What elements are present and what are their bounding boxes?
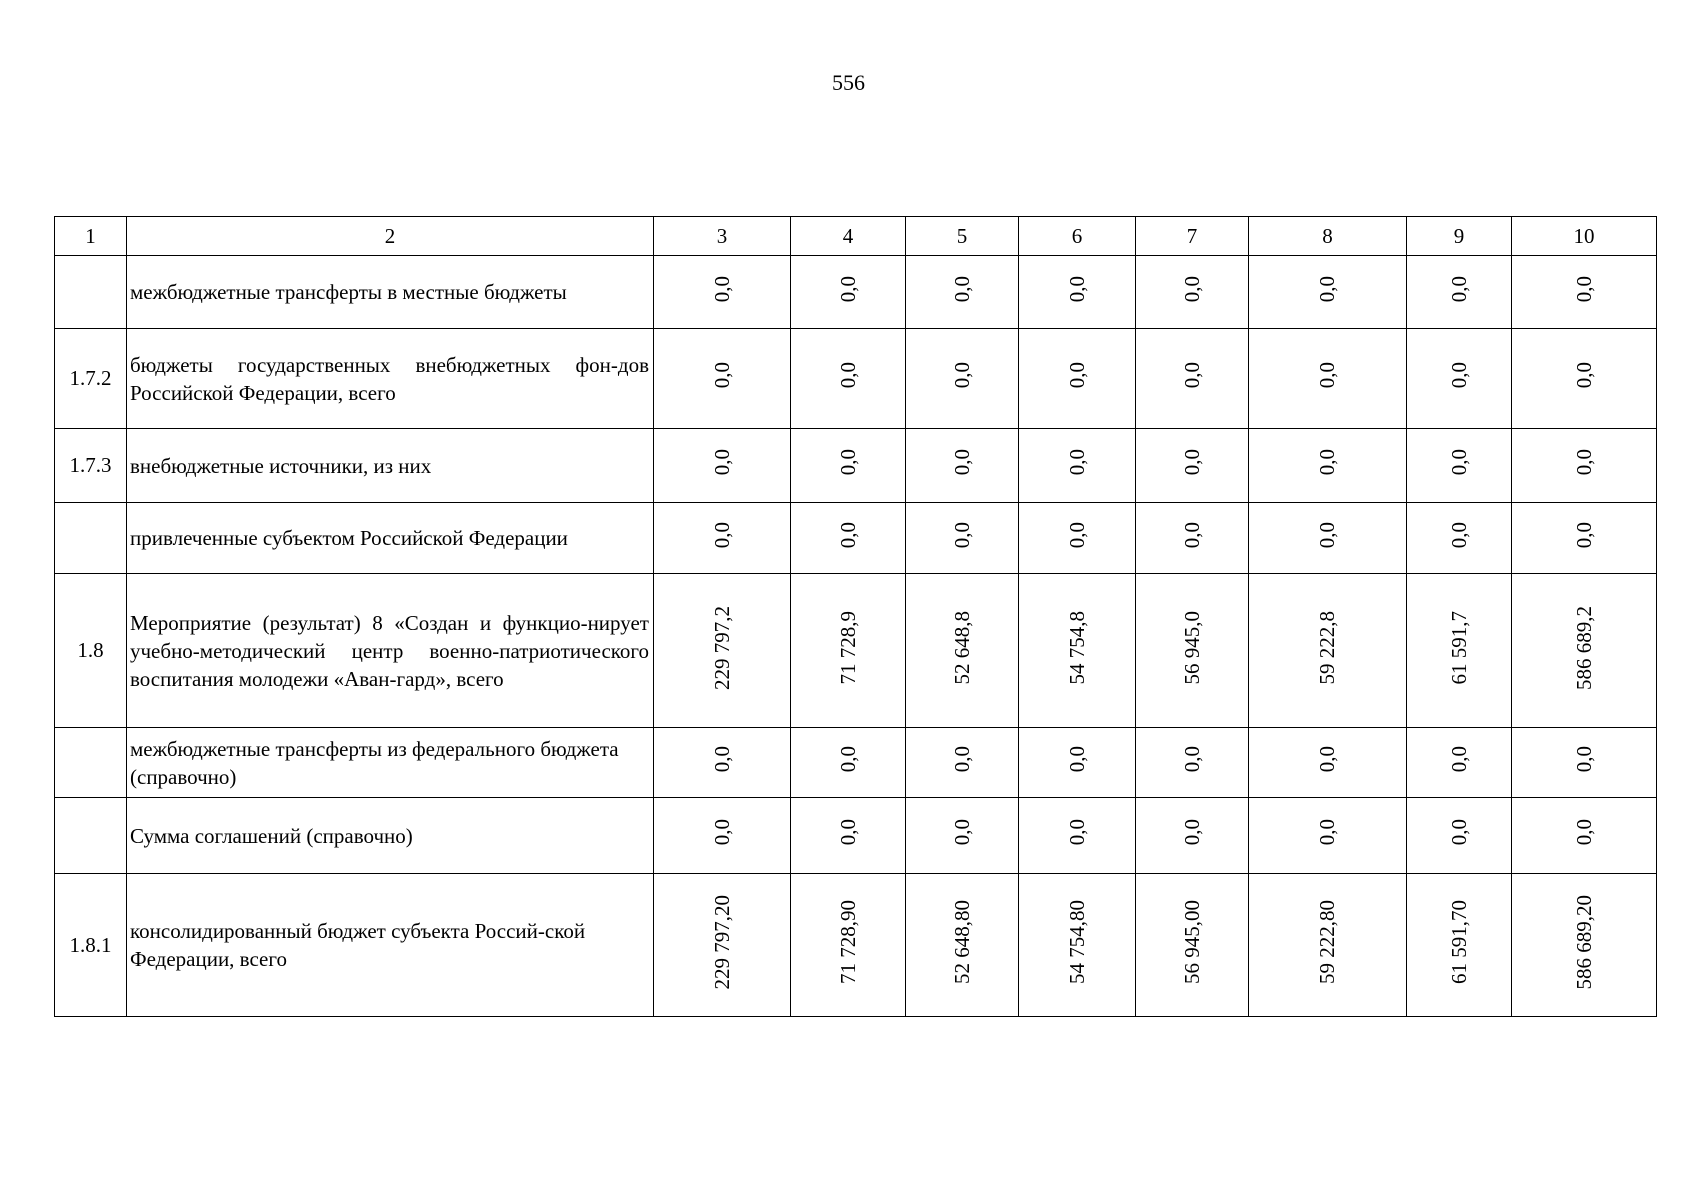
value-cell: [791, 503, 906, 574]
value-text: 0,0: [1571, 362, 1596, 389]
value-text: 0,0: [949, 275, 974, 303]
value-text: 0,0: [1315, 275, 1339, 303]
value-text: 0,0: [1446, 521, 1471, 549]
value-text: 0,0: [709, 746, 734, 773]
value-text: 0,0: [1315, 521, 1339, 549]
value-text: 0,0: [1446, 362, 1471, 389]
value-cell: [1512, 429, 1657, 503]
table-row: [55, 574, 1657, 728]
column-header: 9: [1407, 217, 1512, 256]
value-text: 0,0: [709, 449, 734, 476]
value-cell: [1019, 728, 1136, 798]
value-cell: [791, 728, 906, 798]
table-row: [55, 429, 1657, 503]
value-text: 0,0: [1315, 746, 1339, 773]
table-row: [55, 798, 1657, 874]
value-cell: [1512, 874, 1657, 1017]
value-text: 0,0: [949, 746, 974, 773]
row-number: 1.8.1: [55, 874, 127, 1017]
row-description: Мероприятие (результат) 8 «Создан и функцио-нирует учебно-методический центр военно-патриотического воспитания молодежи «Аван-гард», всего: [127, 574, 654, 728]
value-cell: [1136, 429, 1249, 503]
column-header: 5: [906, 217, 1019, 256]
value-text: 0,0: [835, 449, 860, 476]
table-row: [55, 329, 1657, 429]
value-cell: [906, 798, 1019, 874]
value-text: 0,0: [1571, 521, 1596, 549]
value-text: 0,0: [1064, 362, 1089, 389]
value-cell: [1512, 574, 1657, 728]
column-header: 6: [1019, 217, 1136, 256]
row-number: [55, 256, 127, 329]
value-cell: [791, 429, 906, 503]
value-text: 0,0: [1064, 449, 1089, 476]
row-description: бюджеты государственных внебюджетных фон-дов Российской Федерации, всего: [127, 329, 654, 429]
value-cell: [1249, 798, 1407, 874]
value-text: 0,0: [1315, 362, 1339, 389]
value-cell: [906, 574, 1019, 728]
row-description: привлеченные субъектом Российской Федерации: [127, 503, 654, 574]
value-cell: [906, 429, 1019, 503]
row-description: консолидированный бюджет субъекта Россий-ской Федерации, всего: [127, 874, 654, 1017]
value-text: 0,0: [949, 449, 974, 476]
value-text: 0,0: [1315, 819, 1339, 846]
value-text: 52 648,80: [949, 900, 974, 984]
value-text: 0,0: [1179, 521, 1204, 549]
row-number: [55, 728, 127, 798]
value-cell: [1407, 503, 1512, 574]
value-cell: [1407, 728, 1512, 798]
value-cell: [654, 728, 791, 798]
value-cell: [1249, 874, 1407, 1017]
value-text: 0,0: [1064, 746, 1089, 773]
value-cell: [1136, 798, 1249, 874]
value-text: 0,0: [1571, 819, 1596, 846]
value-cell: [1019, 574, 1136, 728]
row-number: [55, 798, 127, 874]
value-text: 0,0: [709, 819, 734, 846]
row-number: [55, 503, 127, 574]
value-cell: [1249, 728, 1407, 798]
value-text: 59 222,8: [1315, 610, 1339, 685]
value-text: 0,0: [1571, 449, 1596, 476]
value-cell: [1136, 874, 1249, 1017]
value-text: 0,0: [835, 275, 860, 303]
value-text: 0,0: [949, 819, 974, 846]
value-cell: [906, 329, 1019, 429]
value-text: 229 797,20: [709, 894, 734, 990]
column-header: 3: [654, 217, 791, 256]
value-cell: [1249, 256, 1407, 329]
value-text: 0,0: [1571, 746, 1596, 773]
value-cell: [1407, 574, 1512, 728]
value-cell: [1407, 874, 1512, 1017]
value-cell: [654, 874, 791, 1017]
value-cell: [654, 329, 791, 429]
value-cell: [906, 728, 1019, 798]
value-text: 0,0: [949, 362, 974, 389]
column-header: 7: [1136, 217, 1249, 256]
value-text: 0,0: [1179, 746, 1204, 773]
value-text: 0,0: [1179, 362, 1204, 389]
value-text: 0,0: [835, 819, 860, 846]
value-text: 54 754,80: [1064, 900, 1089, 984]
value-cell: [791, 574, 906, 728]
value-cell: [1019, 798, 1136, 874]
value-cell: [791, 329, 906, 429]
row-description: межбюджетные трансферты в местные бюджеты: [127, 256, 654, 329]
value-text: 0,0: [709, 521, 734, 549]
value-cell: [1512, 329, 1657, 429]
column-header: 2: [127, 217, 654, 256]
value-cell: [906, 256, 1019, 329]
value-cell: [654, 798, 791, 874]
value-cell: [1407, 256, 1512, 329]
value-text: 61 591,7: [1446, 610, 1471, 685]
table-row: [55, 256, 1657, 329]
column-header: 8: [1249, 217, 1407, 256]
value-cell: [906, 874, 1019, 1017]
value-text: 56 945,0: [1179, 610, 1204, 685]
value-text: 0,0: [1179, 449, 1204, 476]
value-cell: [1019, 503, 1136, 574]
table-row: [55, 874, 1657, 1017]
value-text: 0,0: [835, 362, 860, 389]
value-cell: [1512, 256, 1657, 329]
value-cell: [1512, 798, 1657, 874]
column-header: 4: [791, 217, 906, 256]
value-text: 0,0: [835, 746, 860, 773]
column-header: 10: [1512, 217, 1657, 256]
value-text: 71 728,9: [835, 610, 860, 685]
column-number-row: [55, 217, 1657, 256]
row-number: 1.7.3: [55, 429, 127, 503]
value-cell: [654, 503, 791, 574]
value-text: 0,0: [709, 362, 734, 389]
value-cell: [791, 256, 906, 329]
value-cell: [654, 429, 791, 503]
value-text: 0,0: [709, 275, 734, 303]
table-row: [55, 728, 1657, 798]
value-text: 71 728,90: [835, 900, 860, 984]
value-cell: [1019, 256, 1136, 329]
value-cell: [654, 256, 791, 329]
value-cell: [1136, 503, 1249, 574]
value-text: 586 689,2: [1571, 605, 1596, 690]
row-description: внебюджетные источники, из них: [127, 429, 654, 503]
value-text: 0,0: [1064, 521, 1089, 549]
value-text: 229 797,2: [709, 605, 734, 690]
value-text: 0,0: [1446, 819, 1471, 846]
value-cell: [1019, 874, 1136, 1017]
value-cell: [1249, 503, 1407, 574]
value-cell: [1407, 798, 1512, 874]
value-text: 0,0: [949, 521, 974, 549]
row-number: 1.7.2: [55, 329, 127, 429]
value-cell: [1136, 256, 1249, 329]
row-description: межбюджетные трансферты из федерального бюджета (справочно): [127, 728, 654, 798]
value-cell: [1019, 329, 1136, 429]
value-cell: [1249, 429, 1407, 503]
value-cell: [1512, 728, 1657, 798]
value-text: 0,0: [1446, 275, 1471, 303]
value-cell: [1512, 503, 1657, 574]
value-text: 0,0: [1064, 819, 1089, 846]
value-text: 0,0: [1315, 449, 1339, 476]
value-cell: [1249, 329, 1407, 429]
value-text: 0,0: [835, 521, 860, 549]
value-text: 54 754,8: [1064, 610, 1089, 685]
page-number: 556: [832, 70, 865, 95]
value-cell: [791, 798, 906, 874]
value-text: 0,0: [1446, 449, 1471, 476]
value-cell: [1136, 329, 1249, 429]
column-header: 1: [55, 217, 127, 256]
value-text: 0,0: [1064, 275, 1089, 303]
value-cell: [1407, 329, 1512, 429]
value-cell: [1136, 574, 1249, 728]
value-cell: [906, 503, 1019, 574]
row-description: Сумма соглашений (справочно): [127, 798, 654, 874]
value-cell: [1407, 429, 1512, 503]
value-text: 0,0: [1446, 746, 1471, 773]
value-text: 52 648,8: [949, 610, 974, 685]
value-text: 56 945,00: [1179, 900, 1204, 984]
value-text: 59 222,80: [1315, 900, 1339, 984]
value-cell: [1136, 728, 1249, 798]
budget-table: [54, 216, 1657, 1017]
value-text: 0,0: [1179, 819, 1204, 846]
value-cell: [1019, 429, 1136, 503]
value-cell: [654, 574, 791, 728]
row-number: 1.8: [55, 574, 127, 728]
table-row: [55, 503, 1657, 574]
value-cell: [1249, 574, 1407, 728]
value-text: 0,0: [1179, 275, 1204, 303]
value-text: 0,0: [1571, 275, 1596, 303]
value-text: 586 689,20: [1571, 894, 1596, 990]
value-cell: [791, 874, 906, 1017]
value-text: 61 591,70: [1446, 900, 1471, 984]
